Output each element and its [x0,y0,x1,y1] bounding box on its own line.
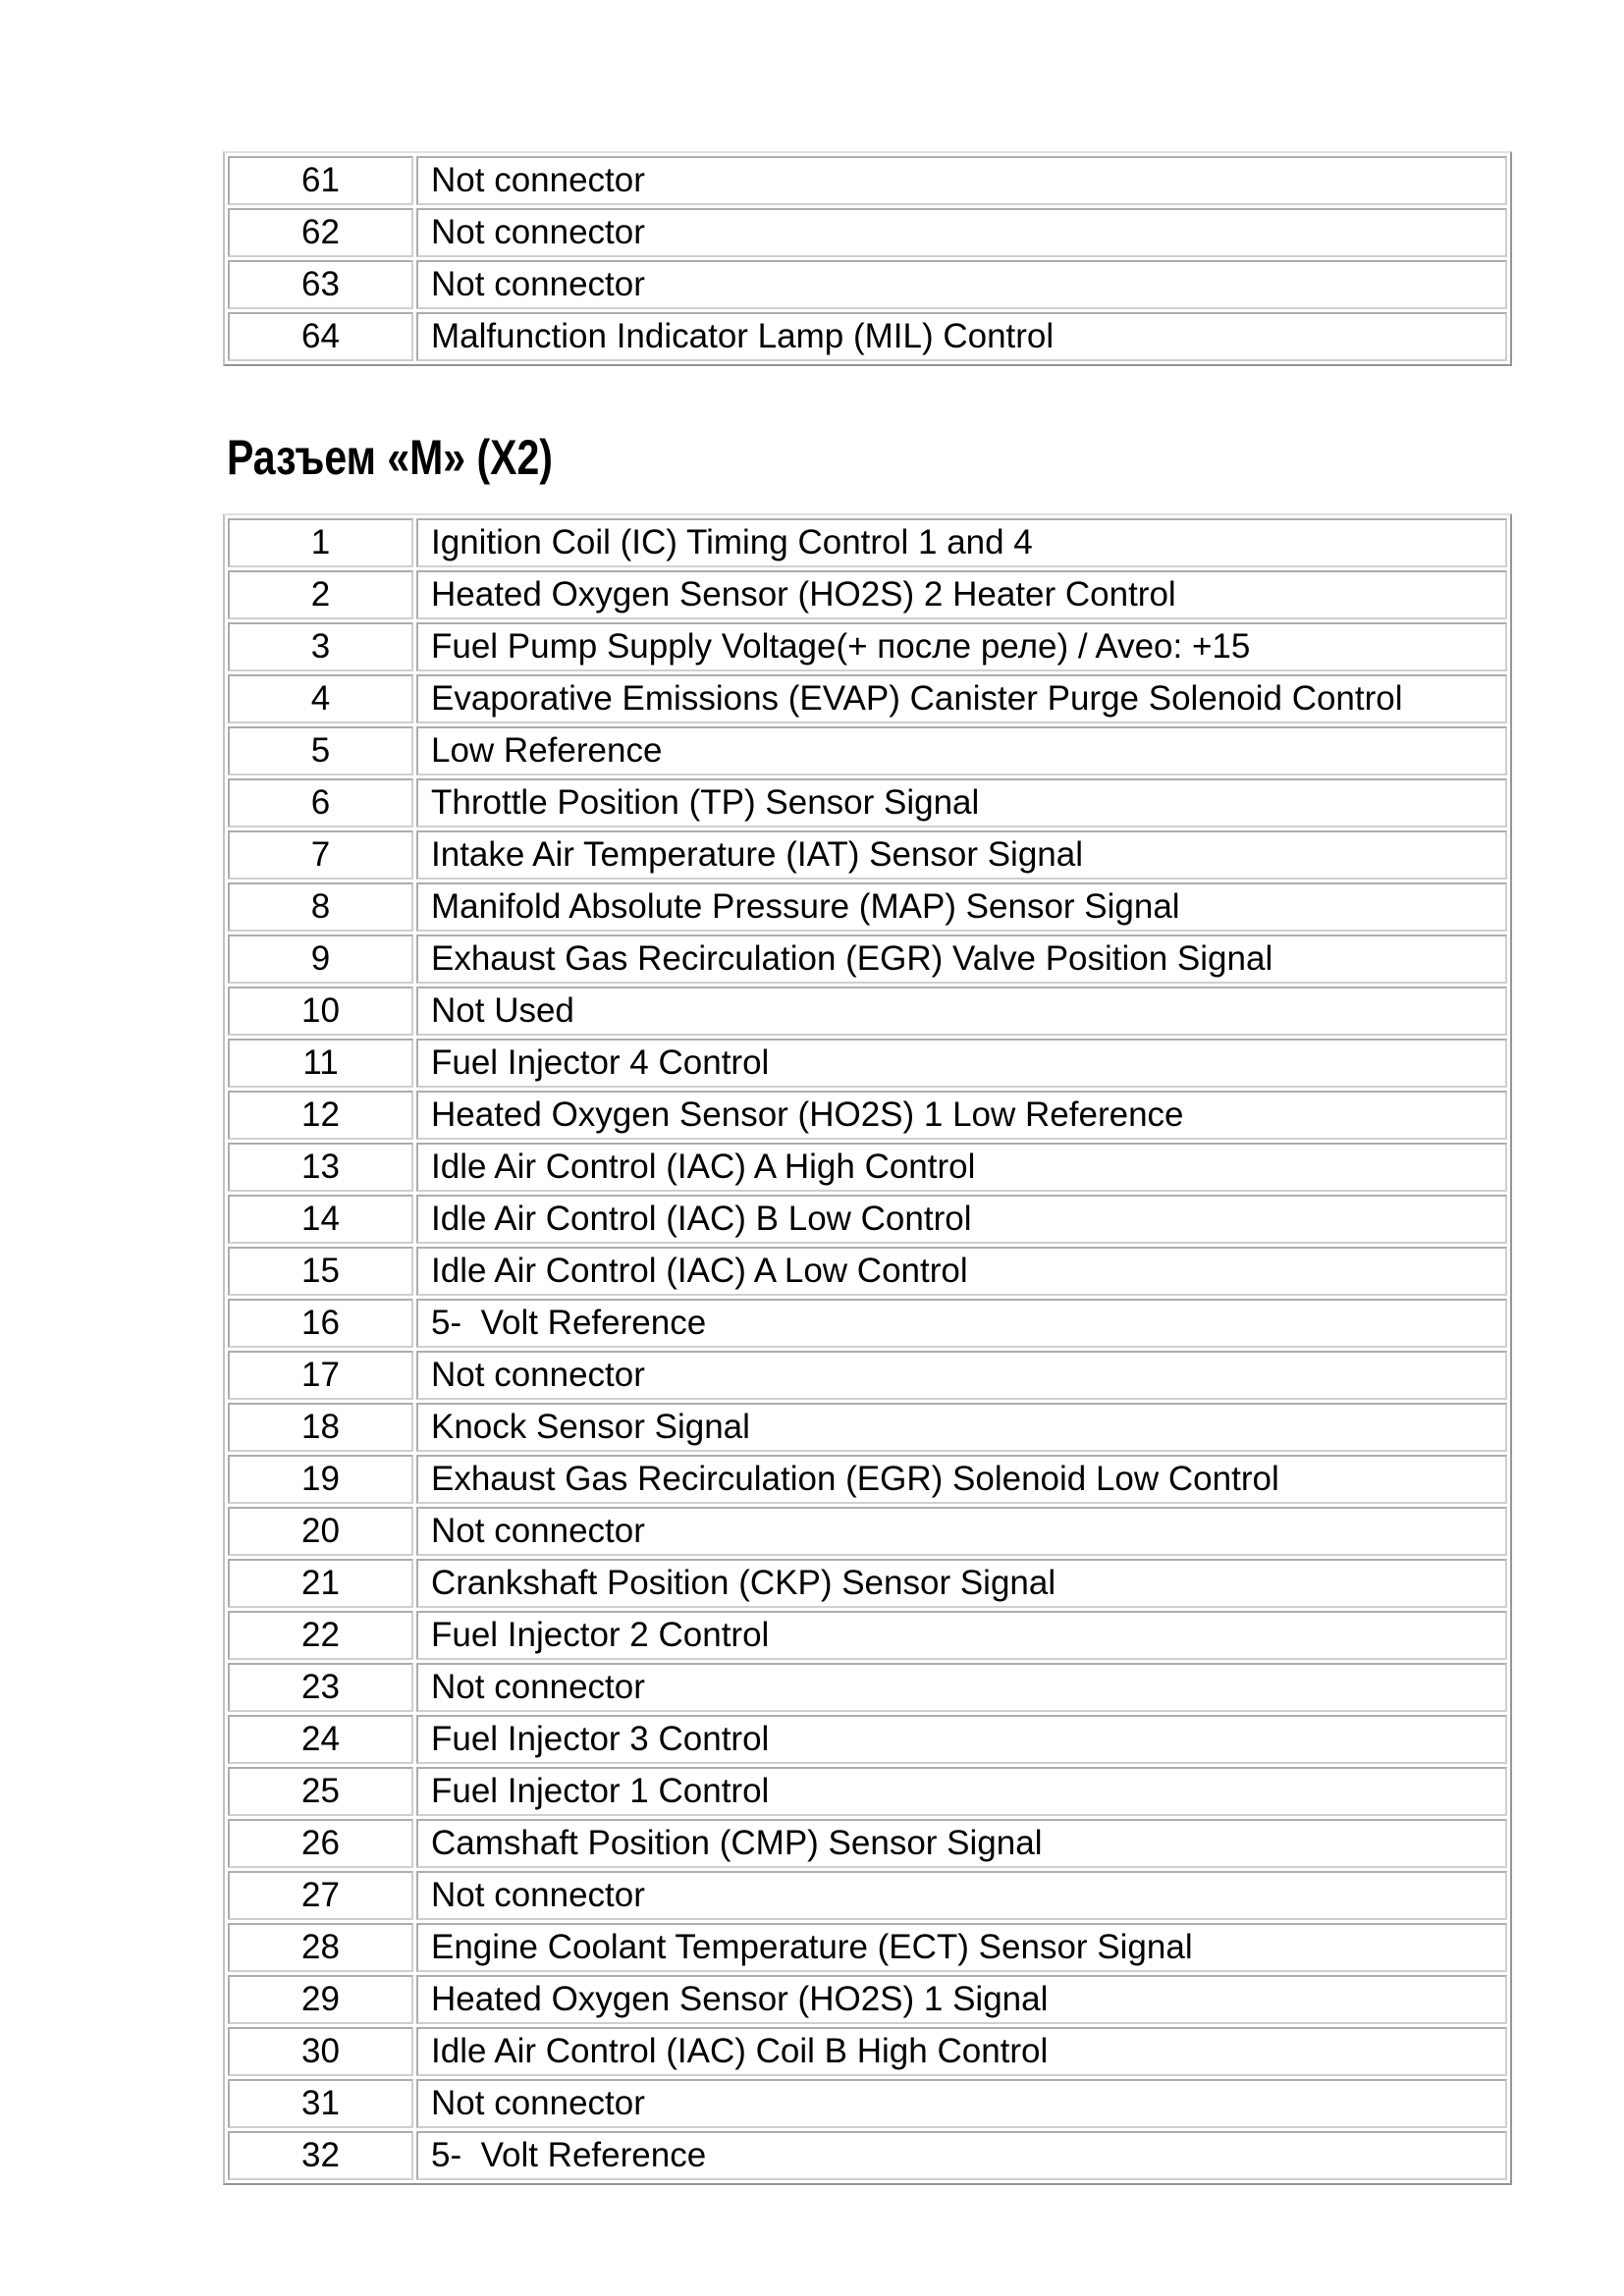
pin-number-cell: 5 [228,726,413,775]
pin-number-cell: 6 [228,778,413,828]
pin-description-cell: Idle Air Control (IAC) A High Control [416,1143,1507,1192]
pin-number-cell: 15 [228,1247,413,1296]
pin-number-cell: 31 [228,2079,413,2128]
pin-row [228,778,1507,828]
pin-description-cell: Exhaust Gas Recirculation (EGR) Valve Position Signal [416,934,1507,984]
pin-row [228,1819,1507,1868]
pin-number-cell: 16 [228,1299,413,1348]
pin-number-cell: 61 [228,156,413,205]
pin-row [228,882,1507,932]
pin-row [228,1663,1507,1712]
pin-number-cell: 62 [228,208,413,257]
pin-number-cell: 26 [228,1819,413,1868]
pin-row [228,1975,1507,2024]
pin-row [228,674,1507,723]
pin-row [228,1923,1507,1972]
pin-description-cell: Intake Air Temperature (IAT) Sensor Signal [416,830,1507,880]
pin-row [228,1715,1507,1764]
pin-row [228,1559,1507,1608]
pin-description-cell: Idle Air Control (IAC) Coil B High Control [416,2027,1507,2076]
pinout-table-upper-body [228,156,1507,361]
pin-row [228,830,1507,880]
pin-row [228,518,1507,567]
pin-description-cell: Idle Air Control (IAC) A Low Control [416,1247,1507,1296]
pin-row [228,726,1507,775]
pin-number-cell: 8 [228,882,413,932]
pin-row [228,934,1507,984]
pin-row [228,1871,1507,1920]
pin-number-cell: 14 [228,1195,413,1244]
pin-number-cell: 24 [228,1715,413,1764]
pin-description-cell: Not connector [416,1351,1507,1400]
pin-description-cell: Fuel Injector 2 Control [416,1611,1507,1660]
pin-number-cell: 63 [228,260,413,309]
pin-description-cell: Not connector [416,1663,1507,1712]
pin-description-cell: Evaporative Emissions (EVAP) Canister Purge Solenoid Control [416,674,1507,723]
pin-description-cell: Not connector [416,208,1507,257]
pin-number-cell: 3 [228,622,413,671]
pin-row [228,260,1507,309]
pin-row [228,1195,1507,1244]
pin-number-cell: 17 [228,1351,413,1400]
pin-number-cell: 30 [228,2027,413,2076]
pin-row [228,2131,1507,2180]
pin-row [228,1247,1507,1296]
pin-number-cell: 4 [228,674,413,723]
pin-row [228,1039,1507,1088]
pin-description-cell: Not Used [416,987,1507,1036]
pin-description-cell: Knock Sensor Signal [416,1403,1507,1452]
pin-number-cell: 9 [228,934,413,984]
pin-description-cell: Idle Air Control (IAC) B Low Control [416,1195,1507,1244]
pin-number-cell: 7 [228,830,413,880]
pin-row [228,1611,1507,1660]
pin-row [228,622,1507,671]
pin-description-cell: 5- Volt Reference [416,1299,1507,1348]
pin-description-cell: Fuel Injector 4 Control [416,1039,1507,1088]
pin-number-cell: 19 [228,1455,413,1504]
pin-description-cell: Not connector [416,1871,1507,1920]
pin-description-cell: Engine Coolant Temperature (ECT) Sensor Signal [416,1923,1507,1972]
pin-row [228,208,1507,257]
pin-number-cell: 32 [228,2131,413,2180]
pin-number-cell: 13 [228,1143,413,1192]
pin-description-cell: Not connector [416,2079,1507,2128]
pin-description-cell: Fuel Injector 3 Control [416,1715,1507,1764]
pin-number-cell: 22 [228,1611,413,1660]
pin-number-cell: 64 [228,312,413,361]
pin-description-cell: Camshaft Position (CMP) Sensor Signal [416,1819,1507,1868]
pin-description-cell: Heated Oxygen Sensor (HO2S) 1 Low Reference [416,1091,1507,1140]
pin-description-cell: Malfunction Indicator Lamp (MIL) Control [416,312,1507,361]
section-heading-connector-m: Разъем «М» (X2) [227,430,553,485]
pin-number-cell: 23 [228,1663,413,1712]
pin-number-cell: 20 [228,1507,413,1556]
pin-row [228,1455,1507,1504]
pin-row [228,1091,1507,1140]
pin-description-cell: Not connector [416,260,1507,309]
pin-description-cell: Fuel Pump Supply Voltage(+ после реле) / Aveo: +15 [416,622,1507,671]
pin-number-cell: 28 [228,1923,413,1972]
pin-number-cell: 27 [228,1871,413,1920]
pin-description-cell: Crankshaft Position (CKP) Sensor Signal [416,1559,1507,1608]
pin-row [228,1403,1507,1452]
pin-row [228,1299,1507,1348]
pin-description-cell: Not connector [416,1507,1507,1556]
pin-number-cell: 12 [228,1091,413,1140]
pin-row [228,2027,1507,2076]
pin-number-cell: 25 [228,1767,413,1816]
pin-number-cell: 10 [228,987,413,1036]
pin-number-cell: 29 [228,1975,413,2024]
pin-row [228,1507,1507,1556]
pin-number-cell: 21 [228,1559,413,1608]
pin-row [228,156,1507,205]
pin-row [228,1143,1507,1192]
pin-description-cell: Not connector [416,156,1507,205]
pin-description-cell: Fuel Injector 1 Control [416,1767,1507,1816]
pin-row [228,1351,1507,1400]
pin-number-cell: 18 [228,1403,413,1452]
pin-row [228,987,1507,1036]
pin-description-cell: Heated Oxygen Sensor (HO2S) 1 Signal [416,1975,1507,2024]
pin-description-cell: Ignition Coil (IC) Timing Control 1 and 4 [416,518,1507,567]
pin-description-cell: 5- Volt Reference [416,2131,1507,2180]
pin-number-cell: 2 [228,570,413,619]
pin-row [228,2079,1507,2128]
pin-description-cell: Exhaust Gas Recirculation (EGR) Solenoid Low Control [416,1455,1507,1504]
pin-number-cell: 1 [228,518,413,567]
pin-row [228,1767,1507,1816]
pinout-table-connector-m [223,513,1512,2185]
pin-description-cell: Low Reference [416,726,1507,775]
pin-row [228,570,1507,619]
pinout-table-connector-m-body [228,518,1507,2180]
pin-description-cell: Throttle Position (TP) Sensor Signal [416,778,1507,828]
pinout-table-upper [223,151,1512,366]
pin-number-cell: 11 [228,1039,413,1088]
pin-description-cell: Heated Oxygen Sensor (HO2S) 2 Heater Control [416,570,1507,619]
pin-description-cell: Manifold Absolute Pressure (MAP) Sensor Signal [416,882,1507,932]
pin-row [228,312,1507,361]
